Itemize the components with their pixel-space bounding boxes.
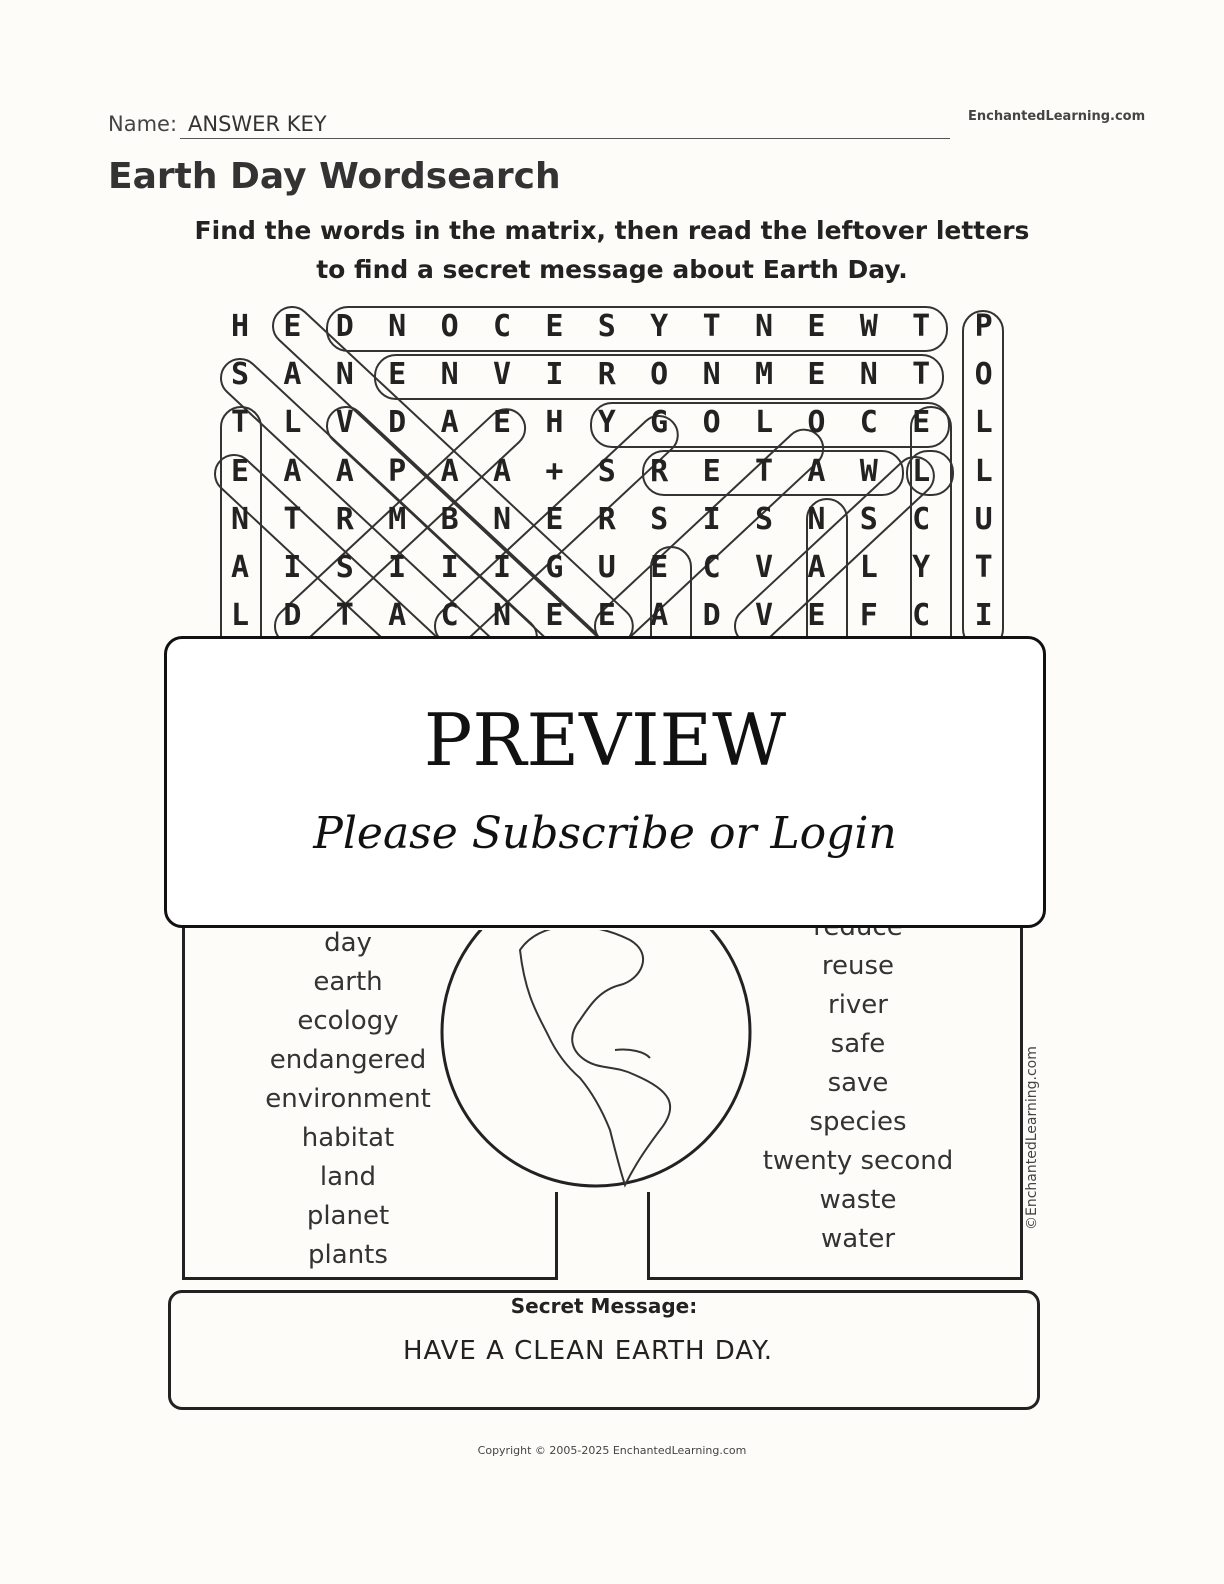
word-list-item: endangered xyxy=(269,1045,427,1075)
instructions-line-1: Find the words in the matrix, then read the leftover letters xyxy=(194,216,1030,245)
grid-letter: A xyxy=(283,357,302,393)
grid-letter: N xyxy=(388,309,407,344)
grid-letter: N xyxy=(335,357,354,393)
grid-letter: D xyxy=(283,598,302,634)
grid-letter: P xyxy=(388,453,407,489)
grid-letter: E xyxy=(807,309,826,344)
grid-letter: A xyxy=(807,550,826,585)
grid-letter: I xyxy=(388,550,407,585)
grid-letter: P xyxy=(974,309,993,344)
grid-letter: S xyxy=(230,357,250,393)
grid-letter: N xyxy=(807,501,826,537)
grid-letter: O xyxy=(650,357,669,393)
grid-letter: H xyxy=(230,309,250,344)
grid-letter: T xyxy=(754,453,774,489)
grid-letter: O xyxy=(440,309,459,344)
grid-letter: L xyxy=(230,598,250,634)
grid-letter: A xyxy=(650,598,669,634)
grid-letter: I xyxy=(545,357,564,393)
globe-americas-icon xyxy=(440,900,752,1192)
grid-letter: I xyxy=(974,598,993,634)
grid-letter: N xyxy=(492,598,512,634)
grid-letter: L xyxy=(283,405,302,441)
secret-message-label: Secret Message: xyxy=(510,1294,698,1318)
grid-letter: I xyxy=(283,550,302,585)
grid-letter: G xyxy=(545,550,564,585)
grid-letter: A xyxy=(230,550,250,585)
grid-letter: Y xyxy=(650,309,669,344)
vertical-copyright: ©EnchantedLearning.com xyxy=(1024,1046,1040,1230)
site-watermark: EnchantedLearning.com xyxy=(968,109,1146,124)
grid-letter: L xyxy=(754,405,774,441)
instructions-line-2: to find a secret message about Earth Day. xyxy=(316,255,908,284)
name-underline xyxy=(180,138,950,139)
grid-letter: T xyxy=(702,309,721,344)
grid-letter: C xyxy=(912,598,931,634)
grid-letter: N xyxy=(230,501,250,537)
grid-letter: N xyxy=(492,501,512,537)
word-list-item: environment xyxy=(265,1084,431,1114)
word-list-item: habitat xyxy=(301,1123,395,1153)
grid-letter: W xyxy=(859,309,878,344)
grid-letter: V xyxy=(335,405,354,441)
grid-letter: A xyxy=(440,453,459,489)
grid-letter: R xyxy=(650,453,669,489)
word-list-item: reuse xyxy=(821,951,895,981)
grid-letter: I xyxy=(492,550,512,585)
grid-letter: + xyxy=(545,453,564,489)
grid-letter: N xyxy=(440,357,459,393)
grid-letter: O xyxy=(974,357,993,393)
grid-letter: E xyxy=(230,453,250,489)
grid-letter: V xyxy=(492,357,512,393)
word-list-item: day xyxy=(324,928,372,958)
name-label: Name: xyxy=(108,112,178,136)
grid-letter: U xyxy=(974,501,993,537)
grid-letter: T xyxy=(974,550,993,585)
grid-letter: E xyxy=(545,309,564,344)
word-list-item: plants xyxy=(308,1240,388,1270)
grid-letter: U xyxy=(597,550,616,585)
grid-letter: H xyxy=(545,405,564,441)
preview-title: PREVIEW xyxy=(423,698,787,782)
grid-letter: S xyxy=(597,309,616,344)
grid-letter: D xyxy=(335,309,354,344)
subscribe-login-link[interactable]: Please Subscribe or Login xyxy=(313,808,897,859)
grid-letter: C xyxy=(492,309,512,344)
letter-grid xyxy=(214,306,1024,646)
grid-letter: E xyxy=(702,453,721,489)
word-list-item: planet xyxy=(306,1201,390,1231)
grid-letter: E xyxy=(388,357,407,393)
grid-letter: L xyxy=(974,405,993,441)
word-list-item: earth xyxy=(313,967,383,997)
grid-letter: O xyxy=(807,405,826,441)
name-value: ANSWER KEY xyxy=(188,112,327,136)
grid-letter: Y xyxy=(597,405,616,441)
grid-letter: E xyxy=(492,405,512,441)
grid-letter: E xyxy=(807,598,826,634)
grid-letter: L xyxy=(912,453,931,489)
grid-letter: F xyxy=(859,598,878,634)
grid-letter: L xyxy=(859,550,878,585)
grid-letter: E xyxy=(545,501,564,537)
grid-letter: B xyxy=(440,501,459,537)
grid-letter: E xyxy=(807,357,826,393)
preview-overlay[interactable] xyxy=(164,636,1046,928)
grid-letter: O xyxy=(702,405,721,441)
grid-letter: T xyxy=(335,598,354,634)
grid-letter: L xyxy=(974,453,993,489)
grid-letter: C xyxy=(912,501,931,537)
grid-letter: N xyxy=(754,309,774,344)
grid-letter: E xyxy=(545,598,564,634)
word-list-item: ecology xyxy=(297,1006,399,1036)
grid-letter: A xyxy=(492,453,512,489)
word-list-item: water xyxy=(820,1224,896,1254)
grid-letter: M xyxy=(754,357,774,393)
word-list-item: waste xyxy=(819,1185,897,1215)
word-list-item: safe xyxy=(830,1029,886,1059)
word-list-item: species xyxy=(809,1107,907,1137)
grid-letter: R xyxy=(335,501,354,537)
grid-letter: A xyxy=(283,453,302,489)
grid-letter: S xyxy=(597,453,616,489)
grid-letter: Y xyxy=(912,550,931,585)
grid-letter: S xyxy=(754,501,774,537)
grid-letter: S xyxy=(859,501,878,537)
grid-letter: W xyxy=(859,453,878,489)
grid-letter: I xyxy=(440,550,459,585)
grid-letter: A xyxy=(335,453,354,489)
word-list-item: twenty second xyxy=(762,1146,954,1176)
grid-letter: C xyxy=(440,598,459,634)
grid-letter: T xyxy=(912,309,931,344)
grid-letter: N xyxy=(859,357,878,393)
footer-copyright: Copyright © 2005-2025 EnchantedLearning.com xyxy=(477,1444,747,1457)
grid-letter: R xyxy=(597,357,616,393)
grid-letter: R xyxy=(597,501,616,537)
word-list-item: land xyxy=(319,1162,377,1192)
grid-letter: V xyxy=(754,598,774,634)
grid-letter: T xyxy=(230,405,250,441)
grid-letter: S xyxy=(335,550,354,585)
grid-letter: A xyxy=(388,598,407,634)
page-title: Earth Day Wordsearch xyxy=(108,156,561,197)
grid-letter: A xyxy=(440,405,459,441)
grid-letter: S xyxy=(650,501,669,537)
grid-letter: M xyxy=(388,501,407,537)
grid-letter: A xyxy=(807,453,826,489)
grid-letter: N xyxy=(702,357,721,393)
grid-letter: I xyxy=(702,501,721,537)
grid-letter: T xyxy=(912,357,931,393)
grid-letter: C xyxy=(702,550,721,585)
grid-letter: E xyxy=(283,309,302,344)
grid-letter: T xyxy=(283,501,302,537)
word-list-item: river xyxy=(828,990,888,1020)
grid-letter: E xyxy=(650,550,669,585)
word-list-item: save xyxy=(827,1068,889,1098)
grid-letter: C xyxy=(859,405,878,441)
grid-letter: E xyxy=(912,405,931,441)
grid-letter: V xyxy=(754,550,774,585)
grid-letter: D xyxy=(702,598,721,634)
grid-letter: E xyxy=(597,598,616,634)
grid-letter: G xyxy=(650,405,669,441)
secret-message-value: HAVE A CLEAN EARTH DAY. xyxy=(402,1336,774,1366)
grid-letter: D xyxy=(388,405,407,441)
